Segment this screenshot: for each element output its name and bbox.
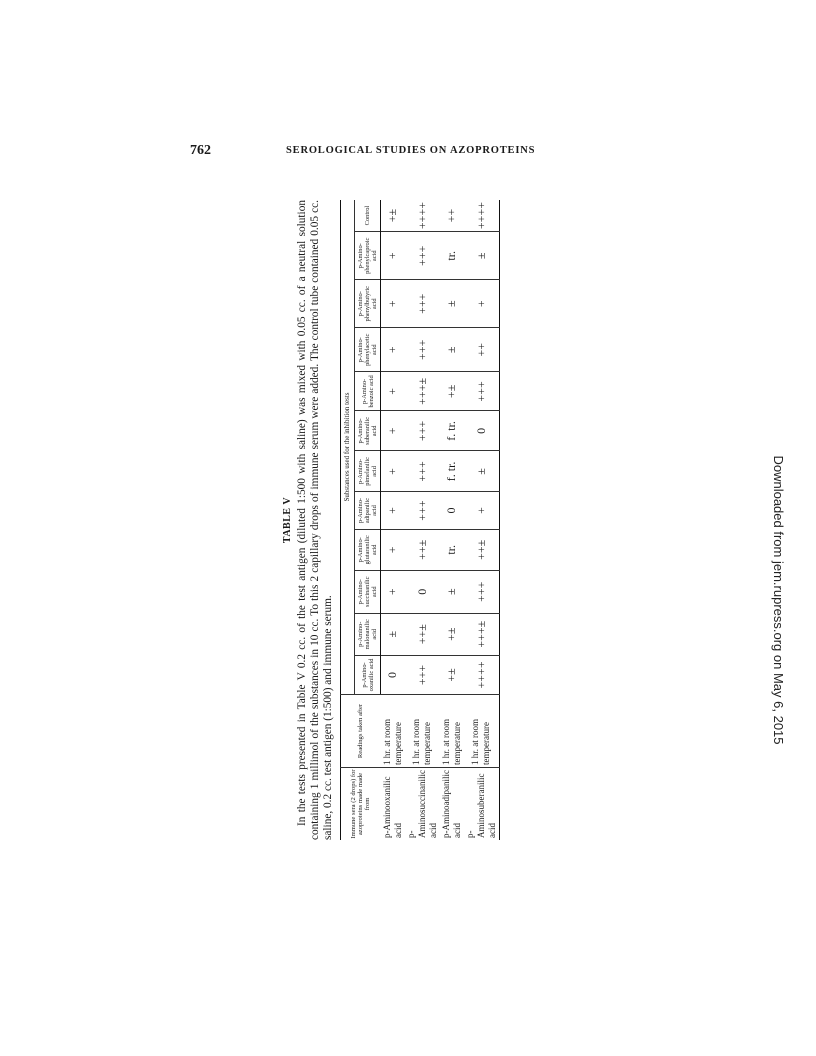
value-cell: +++ [405, 232, 440, 280]
column-header: p-Amino-phenylbutyric acid [355, 280, 381, 328]
column-header: p-Amino-benzoic acid [355, 372, 381, 411]
value-cell: + [381, 411, 405, 451]
value-cell: ± [440, 328, 464, 372]
value-cell: 0 [381, 655, 405, 694]
value-cell: ++++ [414, 202, 429, 230]
value-cell: +++ [405, 411, 440, 451]
value-cell: 0 [464, 411, 500, 451]
header-immune-sera: Immune sera (2 drops) for azoproteins made made from [341, 768, 381, 840]
value-cell: + [464, 280, 500, 328]
value-cell: +++ [464, 570, 500, 613]
value-cell: +++ [405, 655, 440, 694]
value-cell: + [381, 451, 405, 492]
value-cell: ++++ [464, 655, 500, 694]
serum-cell: p-Aminosuberanilic acid [464, 768, 500, 840]
value-cell: ± [440, 570, 464, 613]
column-header: p-Amino-malonanilic acid [355, 613, 381, 655]
value-cell: ± [381, 613, 405, 655]
value-cell: +± [440, 613, 464, 655]
rotated-table-block [282, 200, 528, 840]
column-header: Control [355, 200, 381, 232]
column-header: p-Amino-adipanilic acid [355, 492, 381, 529]
reading-cell: 1 hr. at room temperature [405, 695, 440, 768]
value-cell: ++± [405, 529, 440, 570]
value-cell: + [381, 529, 405, 570]
column-header: p-Amino-phenylacetic acid [355, 328, 381, 372]
table-row [381, 200, 405, 840]
value-cell: +++ [405, 451, 440, 492]
value-cell: f. tr. [440, 411, 464, 451]
value-cell: + [381, 492, 405, 529]
page-number: 762 [190, 143, 211, 158]
value-cell: ++++ [473, 202, 488, 230]
value-cell: 0 [405, 570, 440, 613]
table-row [440, 200, 464, 840]
inhibition-table [340, 200, 500, 840]
value-cell: +± [440, 372, 464, 411]
header-substances: Substances used for the inhibition tests [341, 200, 355, 695]
value-cell: tr. [440, 232, 464, 280]
value-cell: +++± [405, 372, 440, 411]
reading-cell: 1 hr. at room temperature [464, 695, 500, 768]
value-cell: tr. [440, 529, 464, 570]
value-cell: +++ [405, 280, 440, 328]
column-header: p-Amino-oxanilic acid [355, 655, 381, 694]
table-row [405, 200, 440, 840]
column-header: p-Amino-succinanilic acid [355, 570, 381, 613]
value-cell: ± [464, 451, 500, 492]
value-cell: +++ [464, 372, 500, 411]
header-readings: Readings taken after [341, 695, 381, 768]
serum-cell: p-Aminosuccinanilic acid [405, 768, 440, 840]
value-cell: ++ [444, 208, 458, 223]
table-row [464, 200, 500, 840]
running-head: SEROLOGICAL STUDIES ON AZOPROTEINS [286, 145, 536, 156]
value-cell: f. tr. [440, 451, 464, 492]
table-caption: In the tests presented in Table V 0.2 cc. of the test antigen (diluted 1:500 with saline) was mixed with 0.05 cc. of a neutral solution containing 1 millimol of the substances in 10 cc. To this 2 capillary drops of immune serum were added. The control tube contained 0.05 cc. saline, 0.2 cc. test antigen (1:500) and immune serum. [296, 200, 334, 840]
value-cell: + [381, 280, 405, 328]
value-cell: + [381, 328, 405, 372]
value-cell: 0 [440, 492, 464, 529]
column-header: p-Amino-phenylcaproic acid [355, 232, 381, 280]
value-cell: + [381, 570, 405, 613]
value-cell: ++± [464, 529, 500, 570]
column-header: p-Amino-pimelanilic acid [355, 451, 381, 492]
table-title: TABLE V [282, 496, 293, 544]
value-cell: + [381, 232, 405, 280]
serum-cell: p-Aminoadipanilic acid [440, 768, 464, 840]
value-cell: +++ [405, 328, 440, 372]
value-cell: ++ [464, 328, 500, 372]
reading-cell: 1 hr. at room temperature [440, 695, 464, 768]
value-cell: + [381, 372, 405, 411]
value-cell: + [464, 492, 500, 529]
value-cell: ++± [405, 613, 440, 655]
download-note: Downloaded from jem.rupress.org on May 6, 2015 [771, 455, 786, 745]
reading-cell: 1 hr. at room temperature [381, 695, 405, 768]
column-header: p-Amino-glutaranilic acid [355, 529, 381, 570]
value-cell: +++ [405, 492, 440, 529]
column-header: p-Amino-suberanilic acid [355, 411, 381, 451]
value-cell: ± [464, 232, 500, 280]
value-cell: +++± [464, 613, 500, 655]
serum-cell: p-Aminooxanilic acid [381, 768, 405, 840]
value-cell: +± [385, 208, 400, 223]
value-cell: ± [440, 280, 464, 328]
value-cell: +± [440, 655, 464, 694]
